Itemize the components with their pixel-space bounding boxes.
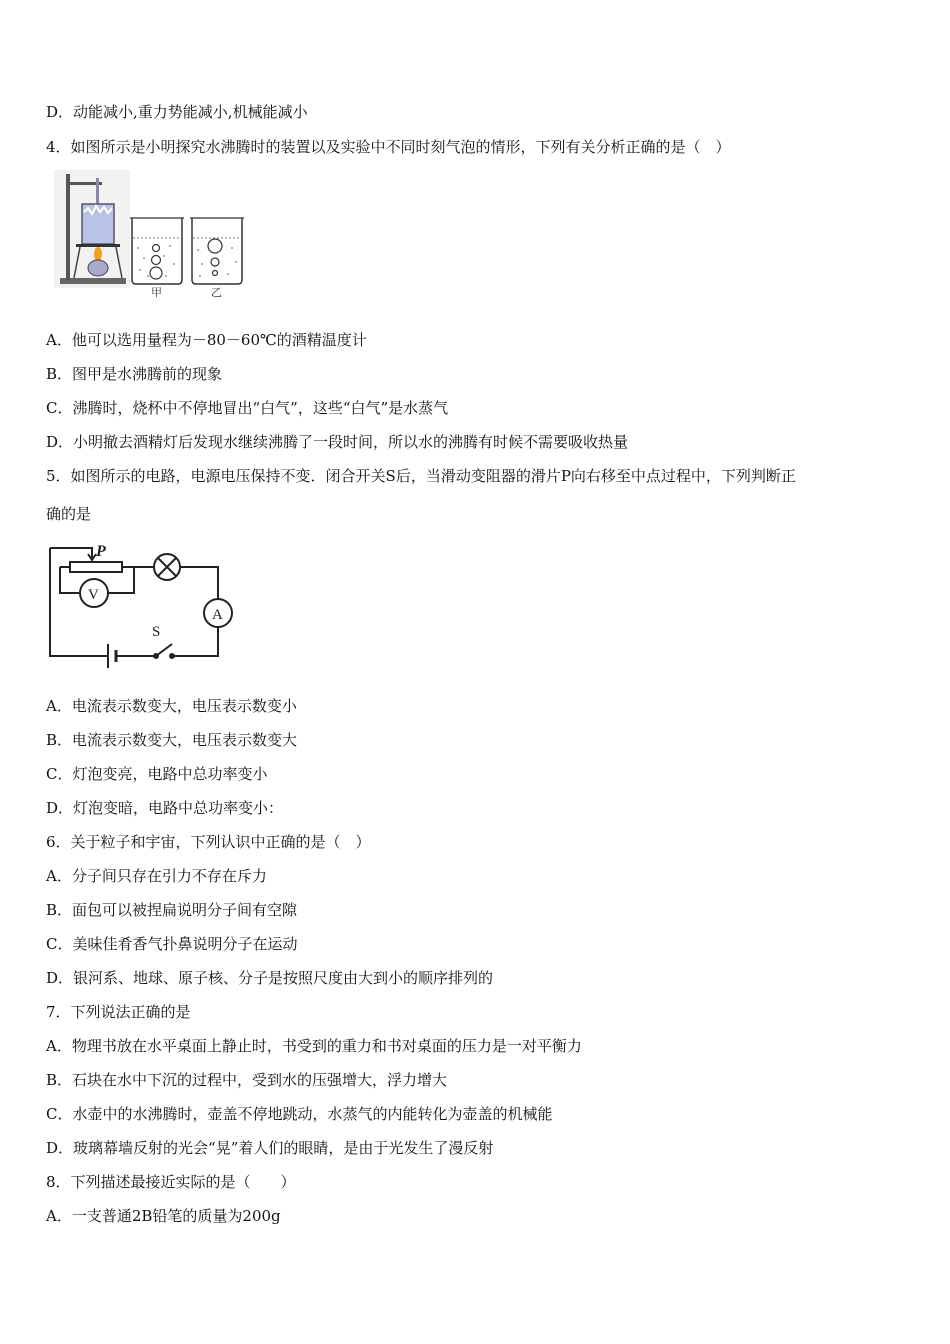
- q3-option-d: D．动能减小,重力势能减小,机械能减小: [46, 103, 308, 121]
- q5-option-c: C．灯泡变亮，电路中总功率变小: [46, 765, 268, 783]
- q5-circuit-diagram: [46, 536, 246, 672]
- q4-boiling-figure: [52, 168, 252, 302]
- q5-stem-line2: 确的是: [46, 505, 92, 523]
- q6-option-c: C．美味佳肴香气扑鼻说明分子在运动: [46, 935, 298, 953]
- q4-option-d: D．小明撤去酒精灯后发现水继续沸腾了一段时间，所以水的沸腾有时候不需要吸收热量: [46, 433, 629, 451]
- boiling-apparatus-illustration: [52, 168, 252, 298]
- q4-option-b: B．图甲是水沸腾前的现象: [46, 365, 223, 383]
- q8-stem: 8．下列描述最接近实际的是（ ）: [46, 1173, 296, 1191]
- q4-option-c: C．沸腾时，烧杯中不停地冒出“白气”，这些“白气”是水蒸气: [46, 399, 449, 417]
- q8-option-a: A．一支普通2B铅笔的质量为200g: [46, 1207, 281, 1225]
- ammeter-label: A: [212, 607, 223, 623]
- q4-option-a: A．他可以选用量程为－80－60℃的酒精温度计: [46, 331, 367, 349]
- q7-option-c: C．水壶中的水沸腾时，壶盖不停地跳动，水蒸气的内能转化为壶盖的机械能: [46, 1105, 553, 1123]
- switch-label: S: [152, 624, 161, 640]
- q4-stem: 4．如图所示是小明探究水沸腾时的装置以及实验中不同时刻气泡的情形，下列有关分析正确的是（ ）: [46, 138, 731, 156]
- q6-stem: 6．关于粒子和宇宙，下列认识中正确的是（ ）: [46, 833, 371, 851]
- q5-stem-line1: 5．如图所示的电路，电源电压保持不变．闭合开关S后，当滑动变阻器的滑片P向右移至中点过程中，下列判断正: [46, 467, 796, 485]
- slider-label: P: [96, 543, 106, 560]
- q5-option-b: B．电流表示数变大，电压表示数变大: [46, 731, 298, 749]
- beaker-label-jia: 甲: [151, 287, 162, 298]
- q7-option-a: A．物理书放在水平桌面上静止时，书受到的重力和书对桌面的压力是一对平衡力: [46, 1037, 582, 1055]
- q7-option-b: B．石块在水中下沉的过程中，受到水的压强增大，浮力增大: [46, 1071, 448, 1089]
- q7-option-d: D．玻璃幕墙反射的光会“晃”着人们的眼睛，是由于光发生了漫反射: [46, 1139, 494, 1157]
- q7-stem: 7．下列说法正确的是: [46, 1003, 191, 1021]
- voltmeter-label: V: [88, 587, 99, 603]
- q5-option-d: D．灯泡变暗，电路中总功率变小：: [46, 799, 284, 817]
- beaker-label-yi: 乙: [211, 287, 222, 298]
- q5-option-a: A．电流表示数变大，电压表示数变小: [46, 697, 297, 715]
- q6-option-b: B．面包可以被捏扁说明分子间有空隙: [46, 901, 298, 919]
- q6-option-d: D．银河系、地球、原子核、分子是按照尺度由大到小的顺序排列的: [46, 969, 494, 987]
- q6-option-a: A．分子间只存在引力不存在斥力: [46, 867, 267, 885]
- circuit-illustration: [46, 536, 246, 668]
